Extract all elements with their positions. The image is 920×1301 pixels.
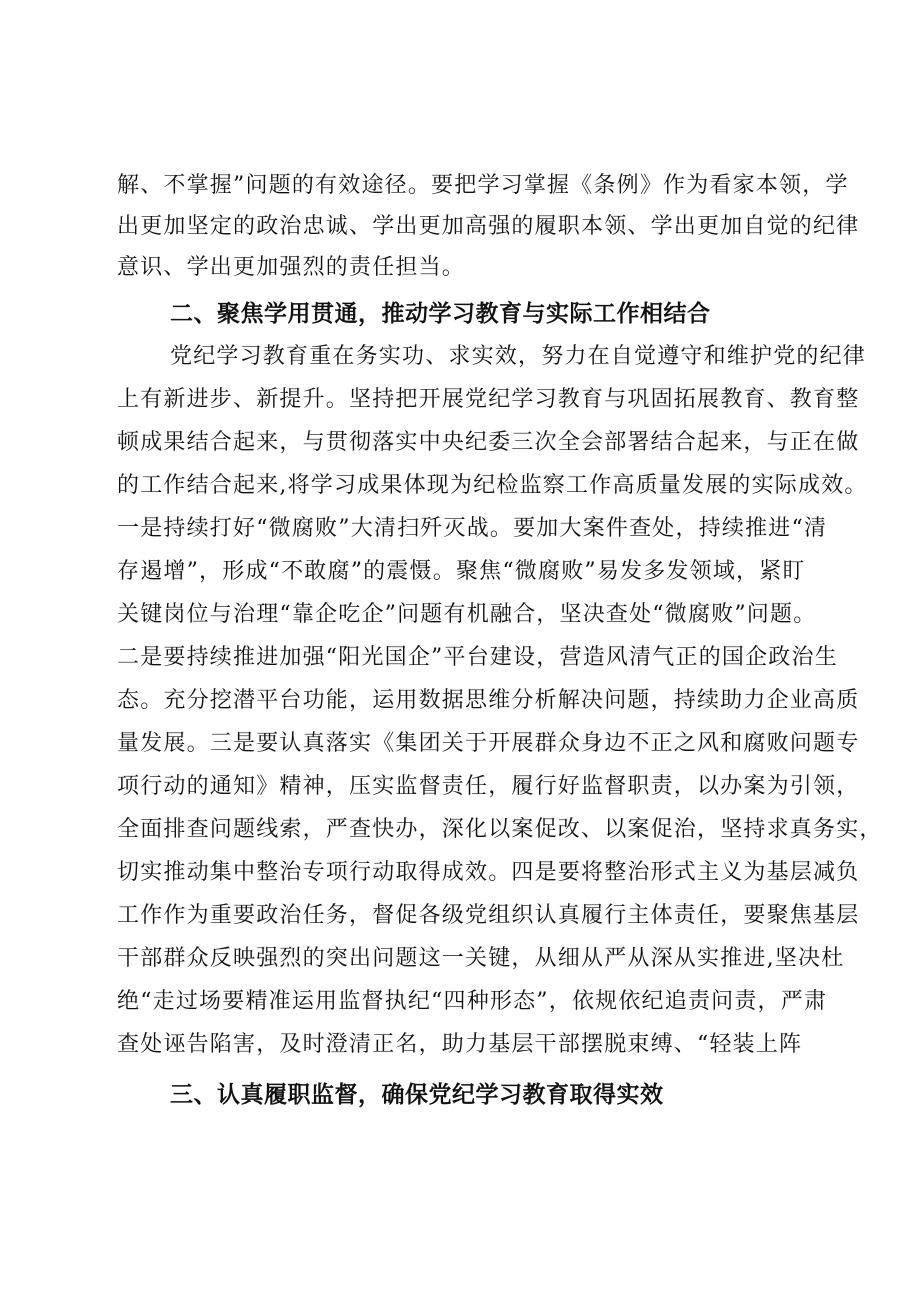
body-text-line: 的工作结合起来,将学习成果体现为纪检监察工作高质量发展的实际成效。 <box>117 473 868 498</box>
body-text-line: 上有新进步、新提升。坚持把开展党纪学习教育与巩固拓展教育、教育整 <box>117 387 860 412</box>
body-text-line: 全面排查问题线索，严查快办，深化以案促改、以案促治，坚持求真务实， <box>117 817 883 842</box>
body-text-line: 关键岗位与治理“靠企吃企”问题有机融合，坚决查处“微腐败”问题。 <box>117 602 817 627</box>
body-text-line: 态。充分挖潜平台功能，运用数据思维分析解决问题，持续助力企业高质 <box>117 688 860 713</box>
body-text-line: 存遏增”，形成“不敢腐”的震慑。聚焦“微腐败”易发多发领域，紧盯 <box>117 559 806 584</box>
body-text-line: 项行动的通知》精神，压实监督责任，履行好监督职责，以办案为引领， <box>117 774 860 799</box>
body-text-line: 查处诬告陷害，及时澄清正名，助力基层干部摆脱束缚、“轻装上阵 <box>117 1032 803 1057</box>
body-text-line: 绝“走过场要精准运用监督执纪“四种形态”，依规依纪追责问责，严肃 <box>117 989 828 1014</box>
body-text-line: 解、不掌握”问题的有效途径。要把学习掌握《条例》作为看家本领，学 <box>117 173 849 198</box>
body-text-line: 意识、学出更加强烈的责任担当。 <box>117 255 466 280</box>
body-text-line: 二是要持续推进加强“阳光国企”平台建设，营造风清气正的国企政治生 <box>117 645 838 670</box>
body-text-line: 工作作为重要政治任务，督促各级党组织认真履行主体责任，要聚焦基层 <box>117 903 860 928</box>
body-text-line: 出更加坚定的政治忠诚、学出更加高强的履职本领、学出更加自觉的纪律 <box>117 214 860 239</box>
body-text-line: 一是持续打好“微腐败”大清扫歼灭战。要加大案件查处，持续推进“清 <box>117 516 828 541</box>
section-heading-2: 二、聚焦学用贯通，推动学习教育与实际工作相结合 <box>170 301 711 327</box>
body-text-line: 量发展。三是要认真落实《集团关于开展群众身边不正之风和腐败问题专 <box>117 731 860 756</box>
body-text-line: 干部群众反映强烈的突出问题这一关键，从细从严从深从实推进,坚决杜 <box>117 946 845 971</box>
body-text-line: 顿成果结合起来，与贯彻落实中央纪委三次全会部署结合起来，与正在做 <box>117 430 860 455</box>
body-text-line: 切实推动集中整治专项行动取得成效。四是要将整治形式主义为基层减负 <box>117 860 860 885</box>
body-text-line: 党纪学习教育重在务实功、求实效，努力在自觉遵守和维护党的纪律 <box>170 344 867 369</box>
section-heading-3: 三、认真履职监督，确保党纪学习教育取得实效 <box>170 1082 664 1108</box>
